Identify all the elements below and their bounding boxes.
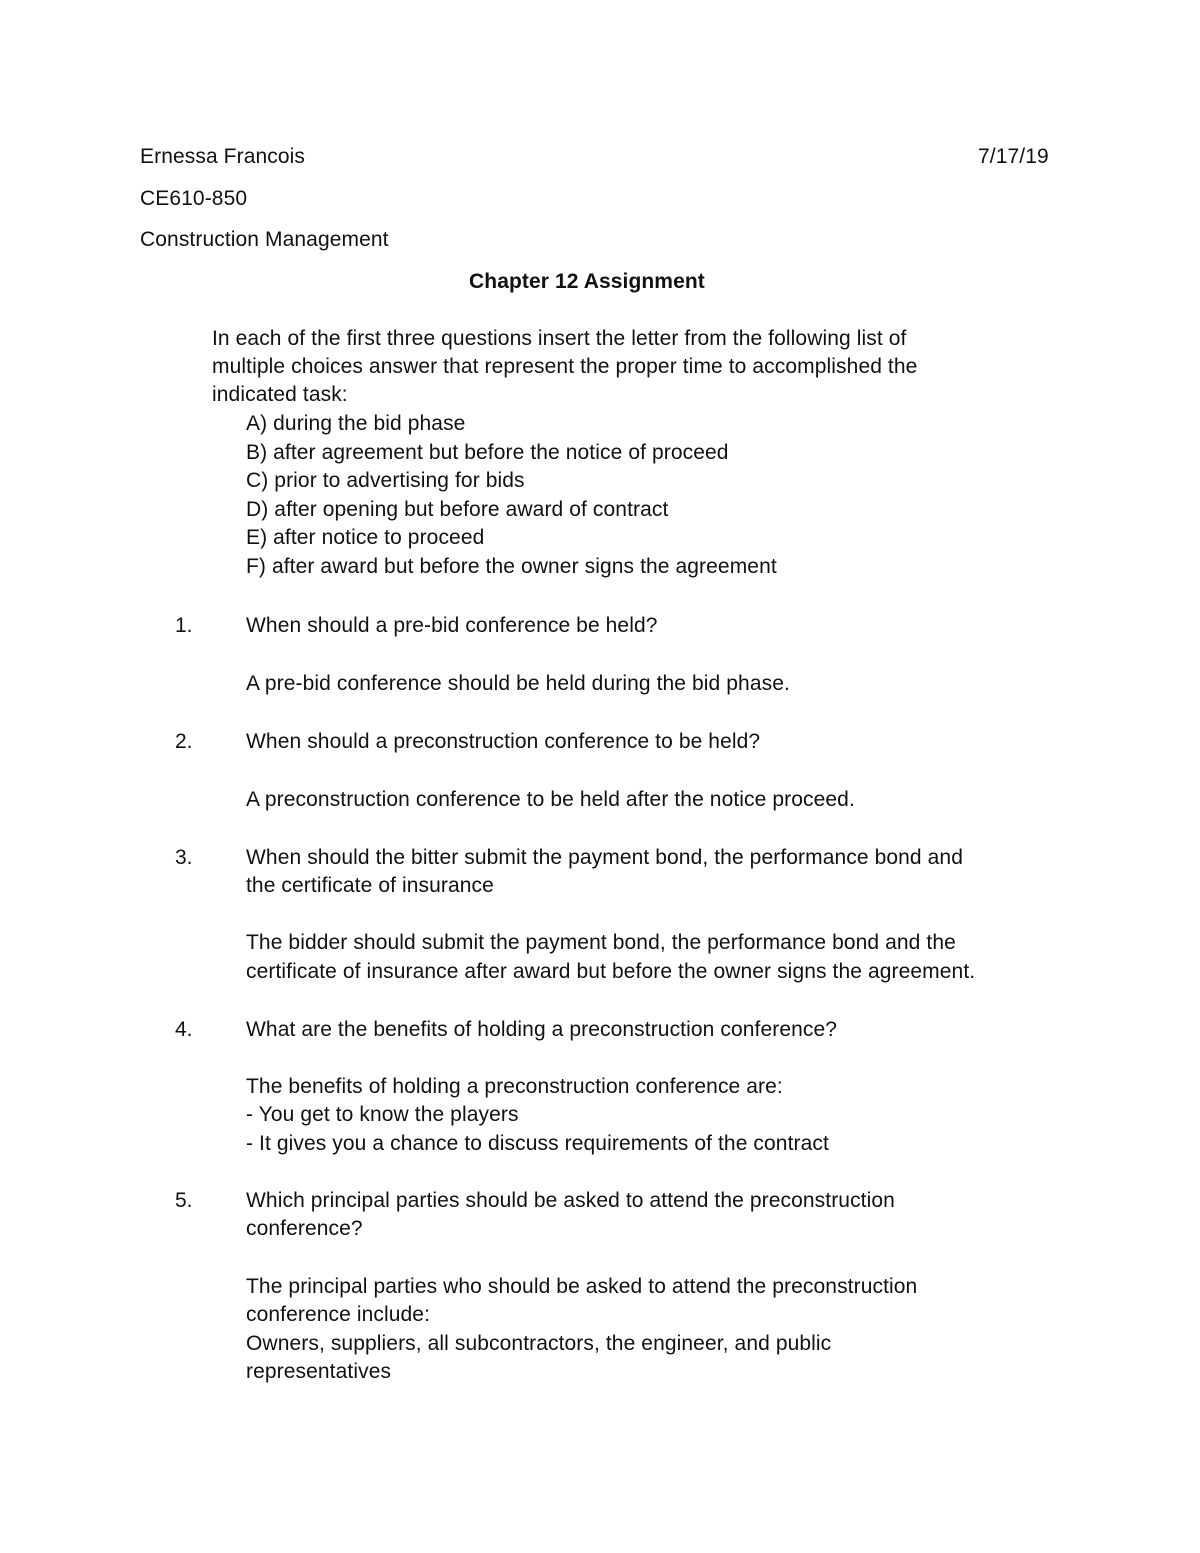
- answer-text: conference include:: [246, 1303, 431, 1326]
- question-text: Which principal parties should be asked to attend the preconstruction: [246, 1189, 895, 1212]
- answer-text: Owners, suppliers, all subcontractors, the engineer, and public: [246, 1332, 832, 1355]
- choice-item: E) after notice to proceed: [246, 526, 485, 549]
- question-text: When should the bitter submit the payment bond, the performance bond and: [246, 846, 963, 869]
- course-code: CE610-850: [140, 187, 248, 210]
- question-number: 5.: [175, 1189, 193, 1212]
- assignment-title: Chapter 12 Assignment: [469, 270, 705, 293]
- answer-text: The benefits of holding a preconstruction conference are:: [246, 1075, 783, 1098]
- choice-item: C) prior to advertising for bids: [246, 469, 525, 492]
- choice-item: A) during the bid phase: [246, 412, 466, 435]
- answer-text: representatives: [246, 1360, 392, 1383]
- answer-text: certificate of insurance after award but before the owner signs the agreement.: [246, 960, 976, 983]
- answer-bullet: - You get to know the players: [246, 1103, 519, 1126]
- choice-item: D) after opening but before award of contract: [246, 498, 669, 521]
- choice-item: F) after award but before the owner signs the agreement: [246, 555, 777, 578]
- question-text: When should a pre-bid conference be held?: [246, 614, 658, 637]
- question-number: 4.: [175, 1018, 193, 1041]
- question-text: What are the benefits of holding a preconstruction conference?: [246, 1018, 838, 1041]
- author-name: Ernessa Francois: [140, 145, 305, 168]
- question-text: the certificate of insurance: [246, 874, 494, 897]
- answer-text: The bidder should submit the payment bond, the performance bond and the: [246, 931, 956, 954]
- answer-text: The principal parties who should be asked to attend the preconstruction: [246, 1275, 918, 1298]
- question-number: 2.: [175, 730, 193, 753]
- answer-text: A pre-bid conference should be held during the bid phase.: [246, 672, 790, 695]
- question-text: When should a preconstruction conference to be held?: [246, 730, 761, 753]
- course-subject: Construction Management: [140, 228, 389, 251]
- intro-line: indicated task:: [212, 383, 348, 406]
- question-text: conference?: [246, 1217, 363, 1240]
- document-date: 7/17/19: [978, 145, 1049, 168]
- answer-bullet: - It gives you a chance to discuss requirements of the contract: [246, 1132, 829, 1155]
- intro-line: In each of the first three questions insert the letter from the following list of: [212, 327, 907, 350]
- answer-text: A preconstruction conference to be held after the notice proceed.: [246, 788, 855, 811]
- intro-line: multiple choices answer that represent the proper time to accomplished the: [212, 355, 918, 378]
- choice-item: B) after agreement but before the notice of proceed: [246, 441, 729, 464]
- question-number: 3.: [175, 846, 193, 869]
- question-number: 1.: [175, 614, 193, 637]
